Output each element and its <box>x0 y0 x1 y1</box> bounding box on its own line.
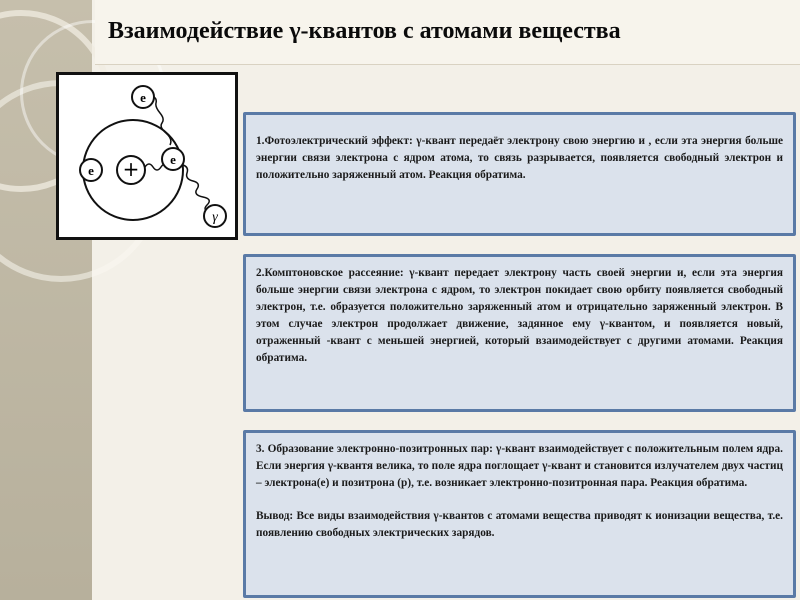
panel-compton <box>243 254 796 412</box>
electron-path <box>154 97 171 145</box>
atom-diagram-svg <box>59 75 235 237</box>
atom-diagram <box>56 72 238 240</box>
panel-photoelectric-text: 1.Фотоэлектрический эффект: γ-квант передаёт электрону свою энергию и , если эта энергия больше энергии связи электрона с ядром атома, то связь разрывается, появляется свободный электрон и положительно заряженный атом. Реакция обратима. <box>256 135 783 181</box>
panel-compton-text: 2.Комптоновское рассеяние: γ-квант передает электрону часть своей энергии и, если эта энергия больше энергии связи электрона с ядром, то электрон покидает свою орбиту появляется свободный электрон, т.е. образуется положительно заряженный атом и отрицательно заряженный электрон. В этом случае электрон продолжает движение, задянное ему γ-квантом, и появляется новый, отраженный -квант с меньшей энергией, который взаимодействует с другими атомами. Реакция обратима. <box>256 267 783 364</box>
panel-photoelectric <box>243 112 796 236</box>
gamma-label: γ <box>212 210 218 225</box>
panel-pair-production <box>243 430 796 598</box>
panel-pair-text: 3. Образование электронно-позитронных пар: γ-квант взаимодействует с положительным полем ядра. Если энергия γ-квантя велика, то поле ядра поглощает γ-квант и становится излучателем двух частиц – электрона(е) и позитрона (р), т.е. возникает электронно-позитронная пара. Реакция обратима. <box>256 443 783 489</box>
slide-title: Взаимодействие γ-квантов с атомами вещества <box>108 18 621 44</box>
electron-free-label: e <box>140 90 146 105</box>
electron-orbit-label: e <box>170 152 176 167</box>
conclusion-text: Вывод: Все виды взаимодействия γ-квантов с атомами вещества приводят к ионизации вещества, т.е. появлению свободных электрических зарядов. <box>256 510 783 539</box>
nucleus-label: + <box>122 157 140 181</box>
electron-left-label: e <box>88 163 94 178</box>
